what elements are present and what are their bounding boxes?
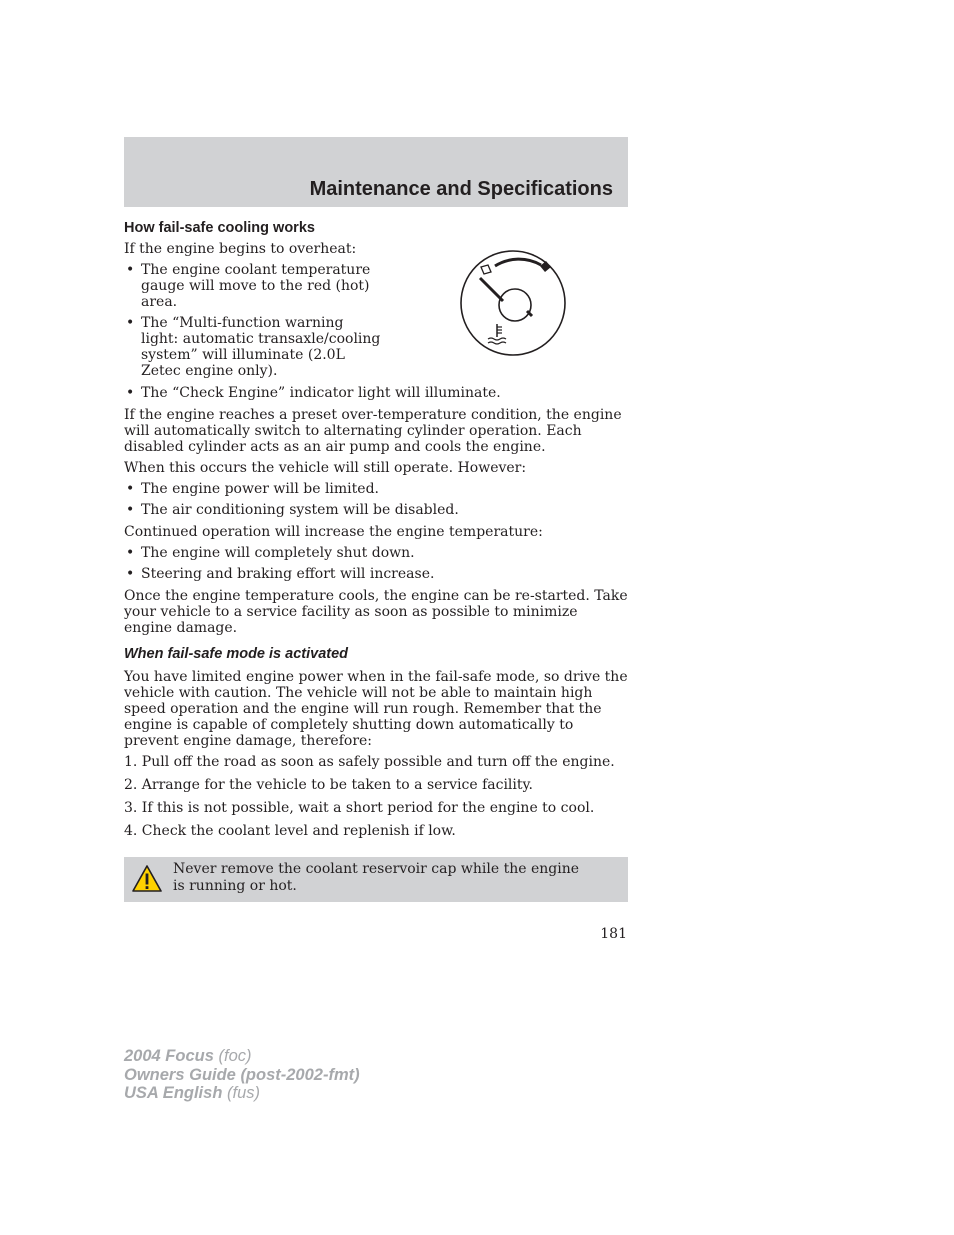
footer-line-language: USA English (fus) (124, 1084, 260, 1102)
fail-safe-mode-paragraph: You have limited engine power when in the fail-safe mode, so drive the vehicle with caution. The vehicle will not be able to maintain high speed operation and the engine will run rough. Remember that the engine is capable of completely shutting down automatically to prevent engine damage, therefore: (124, 669, 628, 749)
over-temperature-paragraph: If the engine reaches a preset over-temperature condition, the engine will automatically switch to alternating cylinder operation. Each disabled cylinder acts as an air pump and cools the engine. (124, 407, 622, 455)
vehicle-operates-paragraph: When this occurs the vehicle will still operate. However: (124, 460, 527, 476)
list-item: 4. Check the coolant level and replenish if low. (124, 823, 456, 839)
list-item: • The engine coolant temperature gauge will move to the red (hot) area. (124, 262, 381, 310)
document-footer (124, 1047, 360, 1103)
footer-line-model: 2004 Focus (foc) (124, 1047, 252, 1065)
footer-line-guide: Owners Guide (post-2002-fmt) (124, 1065, 360, 1084)
list-item: • The engine power will be limited. (124, 481, 628, 497)
shutdown-effects-list (124, 545, 628, 582)
list-item: 3. If this is not possible, wait a short period for the engine to cool. (124, 800, 595, 816)
restart-paragraph: Once the engine temperature cools, the engine can be re-started. Take your vehicle to a service facility as soon as possible to minimize engine damage. (124, 588, 628, 636)
list-item: • The engine will completely shut down. (124, 545, 628, 561)
list-item: • The air conditioning system will be disabled. (124, 502, 628, 518)
fail-safe-steps-list (124, 754, 628, 839)
section-heading-fail-safe-mode: When fail-safe mode is activated (124, 646, 349, 662)
warning-box (124, 857, 628, 902)
warning-triangle-icon (131, 864, 163, 894)
continued-operation-paragraph: Continued operation will increase the engine temperature: (124, 524, 543, 540)
list-item: 2. Arrange for the vehicle to be taken to a service facility. (124, 777, 534, 793)
limited-operation-list (124, 481, 628, 518)
header-band (124, 137, 628, 207)
list-item: • The “Check Engine” indicator light will illuminate. (124, 385, 628, 401)
list-item: • Steering and braking effort will increase. (124, 566, 628, 582)
list-item: 1. Pull off the road as soon as safely possible and turn off the engine. (124, 754, 615, 770)
overheat-bullets-list-cont (124, 385, 628, 401)
warning-text: Never remove the coolant reservoir cap while the engine is running or hot. (173, 861, 579, 894)
intro-text: If the engine begins to overheat: (124, 241, 357, 257)
page-number: 181 (600, 926, 627, 942)
main-content (124, 220, 628, 846)
coolant-temperature-gauge-icon (460, 250, 570, 360)
section-heading-how-fail-safe: How fail-safe cooling works (124, 220, 315, 236)
page-title: Maintenance and Specifications (309, 178, 613, 200)
list-item: • The “Multi-function warning light: automatic transaxle/cooling system” will illuminate (2.0L Zetec engine only). (124, 315, 381, 379)
